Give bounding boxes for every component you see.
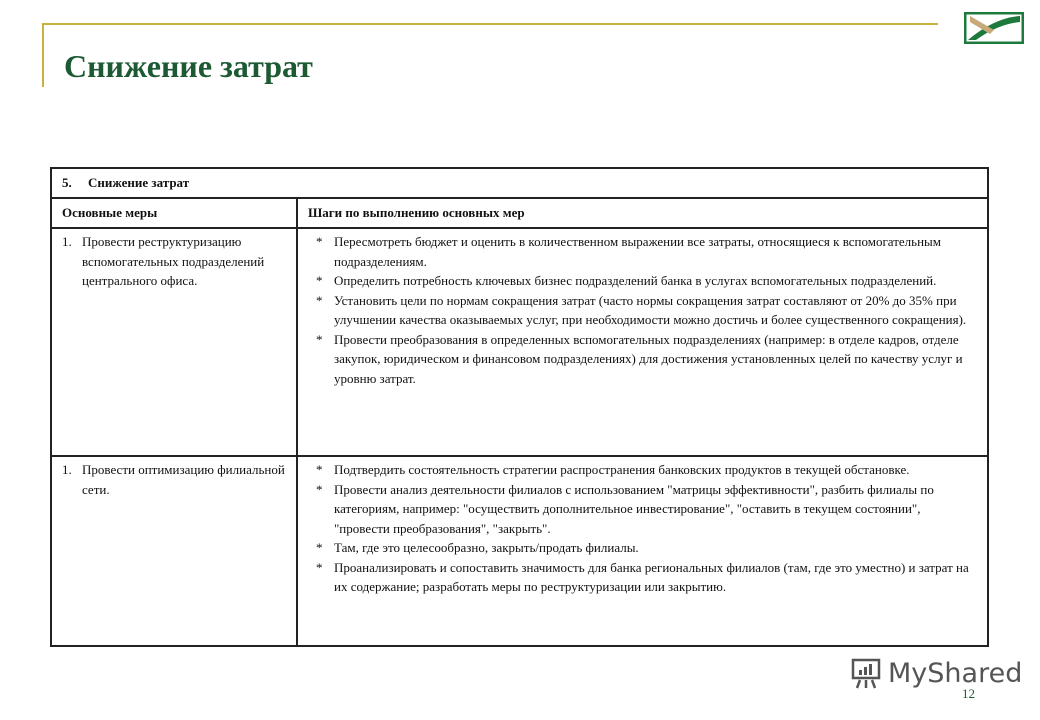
step-item: * Установить цели по нормам сокращения затрат (часто нормы сокращения затрат составляют от 20% до 35% при улучшении качества оказываемых услуг, при необходимости можно достичь и более существенного сокращения). — [334, 291, 977, 330]
step-item: * Пересмотреть бюджет и оценить в количественном выражении все затраты, относящиеся к вспомогательным подразделениям. — [334, 232, 977, 271]
watermark — [848, 656, 1022, 690]
bank-logo-icon — [964, 12, 1024, 44]
measure-cell — [51, 456, 297, 646]
measure-number: 1. — [62, 462, 72, 477]
step-item: * Провести анализ деятельности филиалов с использованием "матрицы эффективности", разбить филиалы по категориям, например: "осуществить дополнительное инвестирование", "оставить в текущем состоянии", "провести преобразования", "закрыть". — [334, 480, 977, 539]
steps-cell — [297, 228, 988, 456]
step-item: * Проанализировать и сопоставить значимость для банка региональных филиалов (там, где это уместно) и затрат на их содержание; разработать меры по реструктуризации или закрытию. — [334, 558, 977, 597]
page-title: Снижение затрат — [64, 48, 313, 84]
table-row — [51, 456, 988, 646]
measure-text: Провести оптимизацию филиальной сети. — [82, 462, 285, 497]
section-title: Снижение затрат — [88, 175, 190, 190]
step-item: * Там, где это целесообразно, закрыть/продать филиалы. — [334, 538, 977, 558]
header-rule — [42, 23, 938, 25]
table-row — [51, 228, 988, 456]
step-item: * Провести преобразования в определенных вспомогательных подразделениях (например: в отделе кадров, отделе закупок, юридическом и финансовом подразделениях) для достижения установленных целей по качеству услуг и уровню затрат. — [334, 330, 977, 389]
page-number: 12 — [962, 686, 975, 701]
cost-reduction-table — [50, 167, 989, 647]
steps-cell — [297, 456, 988, 646]
step-item: * Подтвердить состоятельность стратегии распространения банковских продуктов в текущей обстановке. — [334, 460, 977, 480]
col1-header: Основные меры — [51, 198, 297, 228]
watermark-text: MyShared — [888, 657, 1023, 689]
header-rule-vertical — [42, 23, 44, 87]
presentation-board-icon — [848, 656, 882, 690]
measure-cell — [51, 228, 297, 456]
measure-number: 1. — [62, 234, 72, 249]
measure-text: Провести реструктуризацию вспомогательных подразделений центрального офиса. — [82, 234, 265, 288]
step-item: * Определить потребность ключевых бизнес подразделений банка в услугах вспомогательных подразделений. — [334, 271, 977, 291]
col2-header: Шаги по выполнению основных мер — [297, 198, 988, 228]
section-number: 5. — [62, 175, 72, 190]
section-header — [51, 168, 988, 198]
